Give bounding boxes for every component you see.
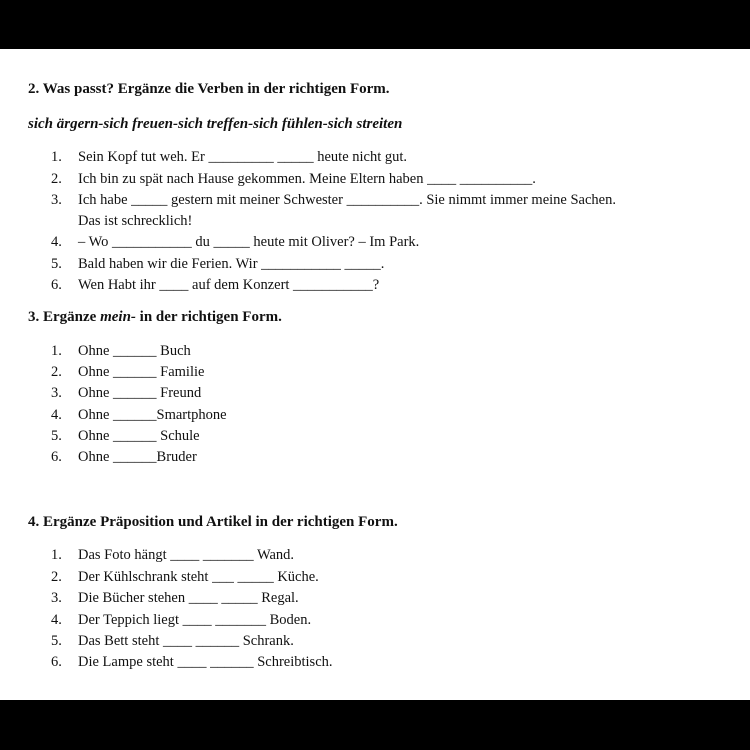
item-text: Ich habe _____ gestern mit meiner Schwester __________. Sie nimmt immer meine Sachen. [78,192,616,208]
item-number: 6. [51,654,62,670]
item-text: Das Bett steht ____ ______ Schrank. [78,633,294,649]
section3-title-suffix: in der richtigen Form. [135,309,282,325]
item-text: Ich bin zu spät nach Hause gekommen. Meine Eltern haben ____ __________. [78,171,536,187]
item-number: 5. [51,428,62,444]
item-text: Der Teppich liegt ____ _______ Boden. [78,612,312,628]
exercise-item [51,427,200,445]
section3-title-emphasis: mein- [100,309,136,325]
item-number: 5. [51,256,62,272]
exercise-item [51,363,204,381]
exercise-item [51,589,299,607]
exercise-item [51,632,294,650]
item-text: Ohne ______Smartphone [78,407,227,423]
item-number: 5. [51,633,62,649]
item-number: 1. [51,343,62,359]
exercise-item [51,448,197,466]
exercise-item [51,546,294,564]
item-text: Ohne ______Bruder [78,449,197,465]
item-text: Ohne ______ Freund [78,385,202,401]
item-text: Der Kühlschrank steht ___ _____ Küche. [78,569,319,585]
exercise-item [51,255,384,273]
item-text: Sein Kopf tut weh. Er _________ _____ heute nicht gut. [78,149,408,165]
exercise-item [51,611,311,629]
item-text: Die Lampe steht ____ ______ Schreibtisch. [78,654,333,670]
item-number: 4. [51,407,62,423]
item-number: 1. [51,149,62,165]
item-continuation: Das ist schrecklich! [78,213,193,229]
exercise-item [51,191,616,209]
exercise-item [51,148,407,166]
exercise-item [51,170,536,188]
item-text: – Wo ___________ du _____ heute mit Oliver? – Im Park. [78,234,420,250]
section2-verb-list: sich ärgern-sich freuen-sich treffen-sich fühlen-sich streiten [28,116,403,132]
item-number: 3. [51,385,62,401]
item-number: 6. [51,449,62,465]
section2-title: 2. Was passt? Ergänze die Verben in der richtigen Form. [28,81,390,97]
exercise-item [51,233,419,251]
section3-title [28,309,282,326]
exercise-item [51,568,319,586]
item-text: Ohne ______ Schule [78,428,200,444]
item-number: 6. [51,277,62,293]
exercise-item [51,406,227,424]
item-number: 3. [51,192,62,208]
exercise-item [51,653,333,671]
item-number: 4. [51,234,62,250]
exercise-item [51,384,201,402]
item-text: Bald haben wir die Ferien. Wir ___________ _____. [78,256,385,272]
item-text: Wen Habt ihr ____ auf dem Konzert ___________? [78,277,380,293]
item-number: 2. [51,171,62,187]
worksheet-page [0,49,750,700]
item-text: Ohne ______ Buch [78,343,191,359]
item-number: 4. [51,612,62,628]
section3-title-prefix: 3. Ergänze [28,309,101,325]
item-number: 3. [51,590,62,606]
item-text: Die Bücher stehen ____ _____ Regal. [78,590,299,606]
item-text: Das Foto hängt ____ _______ Wand. [78,547,295,563]
exercise-item [51,342,191,360]
exercise-item [51,276,379,294]
item-number: 2. [51,364,62,380]
item-text: Ohne ______ Familie [78,364,205,380]
item-number: 2. [51,569,62,585]
item-number: 1. [51,547,62,563]
section4-title: 4. Ergänze Präposition und Artikel in der richtigen Form. [28,514,398,530]
